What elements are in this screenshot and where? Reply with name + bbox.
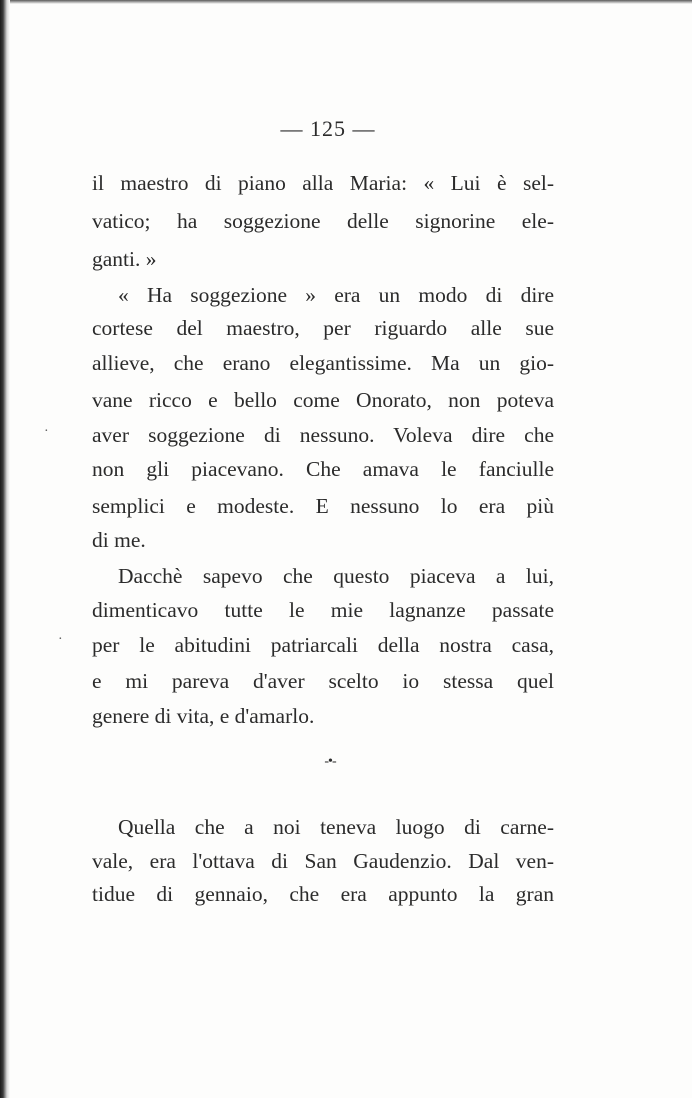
text-line: « Ha soggezione » era un modo di dire xyxy=(118,283,554,307)
text-line: per le abitudini patriarcali della nostra casa, xyxy=(92,633,554,657)
page-top-edge xyxy=(0,0,692,4)
text-line: vale, era l'ottava di San Gaudenzio. Dal ven- xyxy=(92,849,554,873)
text-line: aver soggezione di nessuno. Voleva dire che xyxy=(92,423,554,447)
page-number: — 125 — xyxy=(280,116,376,141)
text-line: vane ricco e bello come Onorato, non poteva xyxy=(92,388,554,412)
text-line: ganti. » xyxy=(92,247,157,271)
text-line: semplici e modeste. E nessuno lo era più xyxy=(92,494,554,518)
scan-speck: · xyxy=(58,632,63,647)
text-line: di me. xyxy=(92,528,146,552)
text-line: Dacchè sapevo che questo piaceva a lui, xyxy=(118,564,554,588)
text-line: genere di vita, e d'amarlo. xyxy=(92,704,315,728)
text-line: allieve, che erano elegantissime. Ma un gio- xyxy=(92,351,554,375)
text-line: il maestro di piano alla Maria: « Lui è sel- xyxy=(92,171,554,195)
text-line: Quella che a noi teneva luogo di carne- xyxy=(118,815,554,839)
section-ornament: -•- xyxy=(324,754,336,769)
text-line: non gli piacevano. Che amava le fanciulle xyxy=(92,457,554,481)
text-line: vatico; ha soggezione delle signorine ele- xyxy=(92,209,554,233)
binding-edge xyxy=(0,0,10,1098)
text-line: cortese del maestro, per riguardo alle sue xyxy=(92,316,554,340)
scan-speck: · xyxy=(44,424,49,439)
text-line: dimenticavo tutte le mie lagnanze passate xyxy=(92,598,554,622)
text-line: tidue di gennaio, che era appunto la gran xyxy=(92,882,554,906)
text-line: e mi pareva d'aver scelto io stessa quel xyxy=(92,669,554,693)
